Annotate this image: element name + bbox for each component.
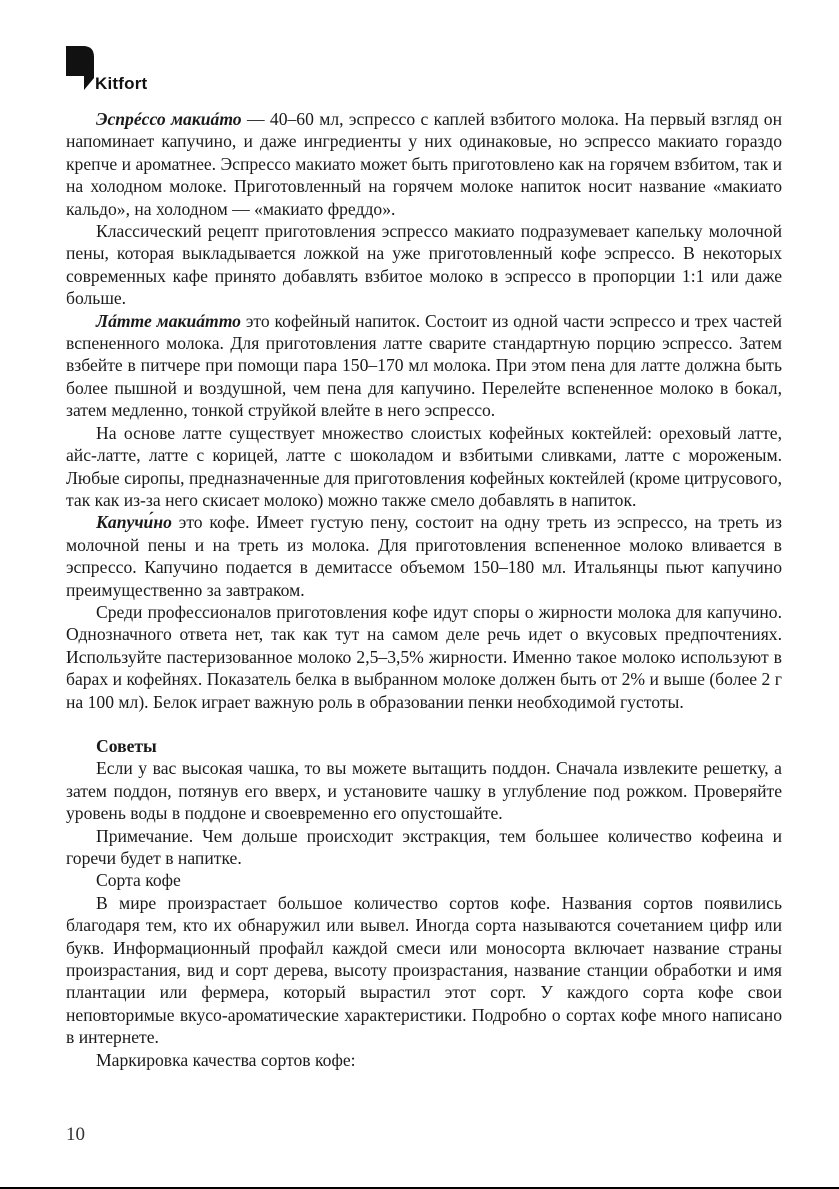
- term-cappuccino: Капучи́но: [96, 512, 172, 533]
- tips-paragraph-quality-marking: Маркировка качества сортов кофе:: [96, 1049, 356, 1070]
- paragraph-cappuccino: Капучи́но это кофе. Имеет густую пену, состоит на одну треть из эспрессо, на треть из молочной пены и на треть из молока. Для приготовления вспененное молоко вливается в эспрессо. Капучино подается в демитассе объемом 150–180 мл. Итальянцы пьют капучино преимущественно за завтраком.: [66, 512, 782, 600]
- logo-text: Kitfort: [95, 74, 148, 93]
- paragraph-latte-cocktails: На основе латте существует множество слоистых кофейных коктейлей: ореховый латте, айс-латте, латте с корицей, латте с шоколадом и взбитыми сливками, латте с мороженым. Любые сиропы, предназначенные для приготовления кофейных коктейлей (кроме цитрусового, так как из-за него скисает молоко) можно также смело добавлять в напиток.: [66, 422, 782, 510]
- tips-heading: Советы: [96, 735, 157, 756]
- paragraph-espresso-macchiato: Эспрéссо макиáто — 40–60 мл, эспрессо с каплей взбитого молока. На первый взгляд он напоминает капучино, и даже ингредиенты у них одинаковые, но эспрессо макиато гораздо крепче и ароматнее. Эспрессо макиато может быть приготовлено как на горячем взбитом, так и на холодном молоке. Приготовленный на горячем молоке напиток носит название «макиато кальдо», на холодном — «макиато фреддо».: [66, 109, 783, 219]
- tips-paragraph-tray: Если у вас высокая чашка, то вы можете вытащить поддон. Сначала извлеките решетку, а затем поддон, потянув его вверх, и установите чашку в углубление под рожком. Проверяйте уровень воды в поддоне и своевременно его опустошайте.: [66, 758, 782, 824]
- kitfort-logo-icon: [66, 46, 94, 96]
- page-number: 10: [66, 1124, 85, 1145]
- tips-paragraph-varieties-info: В мире произрастает большое количество сортов кофе. Названия сортов появились благодаря тем, кто их обнаружил или вывел. Иногда сорта называются сочетанием цифр или букв. Информационный профайл каждой смеси или моносорта включает название страны произрастания, вид и сорт дерева, высоту произрастания, название станции обработки и имя плантации или фермера, который вырастил этот сорт. У каждого сорта кофе свои неповторимые вкусо-ароматические характеристики. Подробно о сортах кофе много написано в интернете.: [66, 892, 782, 1048]
- term-espresso-macchiato: Эспрéссо макиáто: [96, 109, 242, 129]
- paragraph-latte-macchiato: Лáтте макиáтто это кофейный напиток. Состоит из одной части эспрессо и трех частей вспененного молока. Для приготовления латте сварите стандартную порцию эспрессо. Затем взбейте в питчере при помощи пара 150–170 мл молока. При этом пена для латте должна быть более пышной и воздушной, чем пена для капучино. Перелейте вспененное молоко в бокал, затем медленно, тонкой струйкой влейте в него эспрессо.: [66, 310, 783, 421]
- tips-paragraph-note: Примечание. Чем дольше происходит экстракция, тем большее количество кофеина и горечи будет в напитке.: [66, 825, 782, 868]
- paragraph-classic-recipe: Классический рецепт приготовления эспрессо макиато подразумевает капельку молочной пены, которая выкладывается ложкой на уже приготовленный кофе эспрессо. В некоторых современных кафе принято добавлять взбитое молоко в эспрессо в пропорции 1:1 или даже больше.: [66, 221, 782, 309]
- document-body: [66, 108, 782, 1071]
- kitfort-logo: [66, 46, 176, 96]
- term-latte-macchiato: Лáтте макиáтто: [96, 310, 241, 331]
- tips-paragraph-coffee-varieties: Сорта кофе: [96, 870, 181, 891]
- paragraph-milk-fat: Среди профессионалов приготовления кофе идут споры о жирности молока для капучино. Однозначного ответа нет, так как тут на самом деле речь идет о вкусовых предпочтениях. Используйте пастеризованное молоко 2,5–3,5% жирности. Именно такое молоко используют в барах и кофейнях. Показатель белка в выбранном молоке должен быть от 2% и выше (более 2 г на 100 мл). Белок играет важную роль в образовании пенки необходимой густоты.: [66, 601, 782, 712]
